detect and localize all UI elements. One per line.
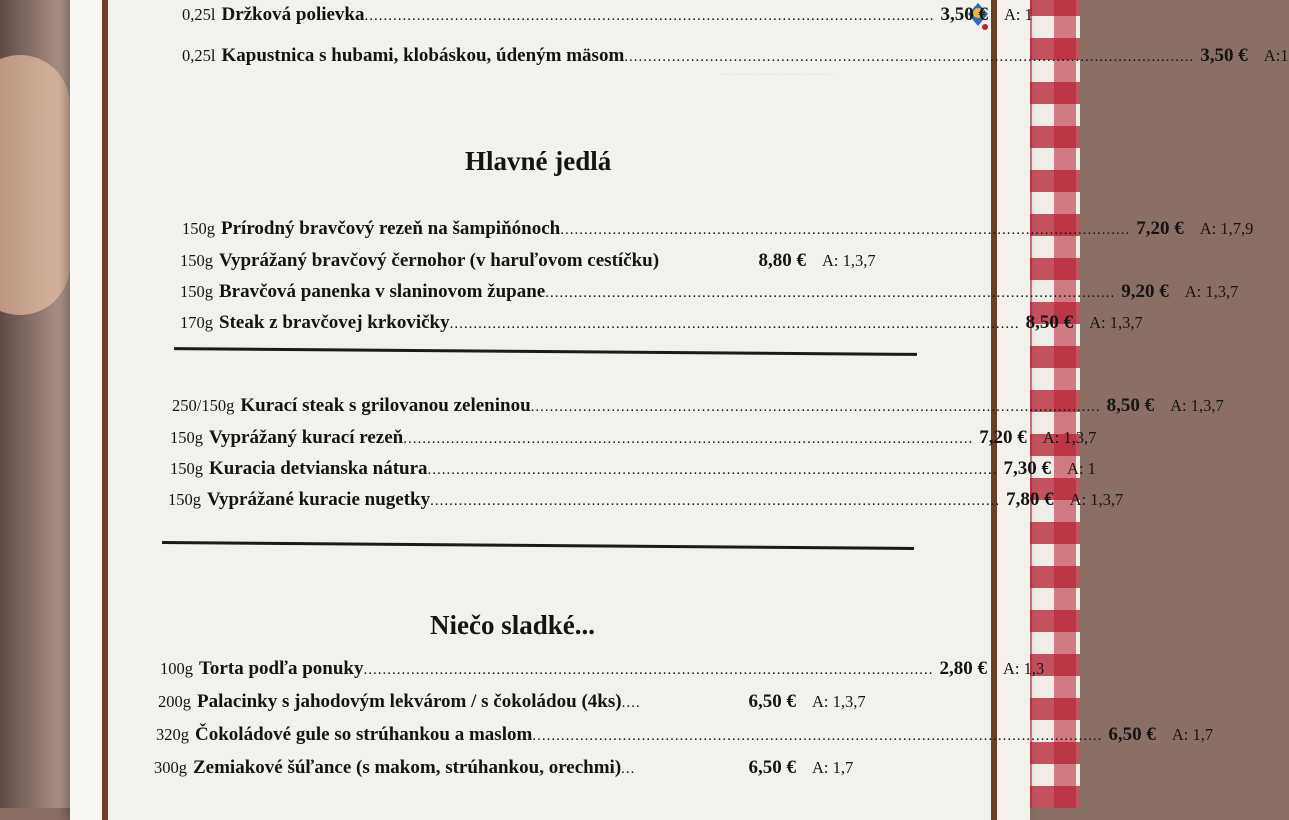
item-name: Kurací steak s grilovanou zeleninou <box>240 395 531 416</box>
item-price: 8,50 € <box>1106 395 1155 416</box>
item-price: 9,20 € <box>1121 281 1169 302</box>
item-allergens: A: 1 <box>1004 5 1033 24</box>
leader-dots: .... <box>621 695 641 711</box>
item-weight: 300g <box>154 758 187 777</box>
item-price: 6,50 € <box>748 757 796 778</box>
item-price: 6,50 € <box>748 691 796 712</box>
menu-item <box>182 4 1033 26</box>
leader-dots: ........................................................................................................................ <box>430 493 1001 509</box>
leader-dots: ........................................................................................................................ <box>403 431 974 447</box>
leader-dots: ........................................................................................................................ <box>624 49 1195 65</box>
item-allergens: A: 1,7 <box>1171 725 1214 744</box>
item-weight: 0,25l <box>182 5 216 24</box>
item-price: 7,30 € <box>1003 458 1052 479</box>
menu-item <box>182 218 1254 240</box>
item-price: 7,20 € <box>1136 218 1184 239</box>
menu-item <box>170 458 1096 480</box>
item-weight: 150g <box>170 428 203 447</box>
item-allergens: A: 1 <box>1067 459 1096 478</box>
item-allergens: A: 1,3 <box>1003 659 1045 678</box>
leader-dots: ........................................................................................................................ <box>530 399 1101 415</box>
leader-dots: ........................................................................................................................ <box>560 222 1131 238</box>
menu-item <box>180 250 900 272</box>
item-weight: 150g <box>180 251 213 270</box>
item-weight: 150g <box>180 282 213 301</box>
leader-dots: ........................................................................................................................ <box>363 662 934 678</box>
section-heading-main: Hlavné jedlá <box>465 146 612 176</box>
menu-item <box>182 45 1289 67</box>
item-allergens: A: 1,3,7 <box>812 692 866 711</box>
item-name: Držková polievka <box>221 4 365 25</box>
item-allergens: A: 1,7 <box>812 758 854 777</box>
item-price: 2,80 € <box>939 658 987 679</box>
item-allergens: A: 1,3,7 <box>1170 396 1224 415</box>
menu-item <box>160 658 1045 680</box>
item-allergens: A: 1,3,7 <box>1184 282 1239 301</box>
menu-item <box>154 757 890 779</box>
item-weight: 250/150g <box>172 396 235 415</box>
item-allergens: A: 1,7,9 <box>1199 219 1254 238</box>
item-name: Zemiakové šúľance (s makom, strúhankou, orechmi) <box>193 757 622 778</box>
item-weight: 0,25l <box>182 46 216 65</box>
item-price: 7,80 € <box>1006 489 1054 510</box>
item-name: Čokoládové gule so strúhankou a maslom <box>195 724 533 745</box>
item-price: 7,20 € <box>979 427 1027 448</box>
menu-item <box>180 281 1239 303</box>
leader-dots: ... <box>621 761 636 777</box>
leader-dots: ........................................................................................................................ <box>532 728 1103 744</box>
item-weight: 170g <box>180 313 213 332</box>
item-price: 3,50 € <box>940 4 988 25</box>
item-name: Kuracia detvianska nátura <box>209 458 428 479</box>
item-allergens: A: 1,3,7 <box>1069 490 1124 509</box>
menu-item <box>156 724 1214 746</box>
item-weight: 200g <box>158 692 191 711</box>
item-weight: 100g <box>160 659 193 678</box>
item-price: 8,50 € <box>1025 312 1074 333</box>
item-name: Bravčová panenka v slaninovom župane <box>219 281 546 302</box>
item-name: Prírodný bravčový rezeň na šampiňónoch <box>221 218 561 239</box>
item-price: 6,50 € <box>1108 724 1156 745</box>
item-name: Vyprážaný bravčový černohor (v haruľovom cestíčku) <box>219 250 660 271</box>
menu-item <box>170 427 1097 449</box>
item-allergens: A:1 <box>1263 46 1289 65</box>
leader-dots: ........................................................................................................................ <box>449 316 1020 332</box>
item-name: Steak z bravčovej krkovičky <box>219 312 450 333</box>
item-name: Kapustnica s hubami, klobáskou, údeným mäsom <box>221 45 625 66</box>
item-price: 3,50 € <box>1200 45 1248 66</box>
item-weight: 320g <box>156 725 189 744</box>
item-name: Torta podľa ponuky <box>199 658 364 679</box>
item-allergens: A: 1,3,7 <box>822 251 876 270</box>
item-price: 8,80 € <box>758 250 806 271</box>
item-name: Palacinky s jahodovým lekvárom / s čokoládou (4ks) <box>197 691 622 712</box>
menu-item <box>158 691 890 713</box>
leader-dots: ........................................................................................................................ <box>427 462 998 478</box>
item-name: Vyprážaný kurací rezeň <box>209 427 404 448</box>
section-heading-sweet: Niečo sladké... <box>430 610 595 640</box>
item-name: Vyprážané kuracie nugetky <box>207 489 431 510</box>
show-through-text: ...................................... <box>720 64 834 78</box>
thumb <box>0 55 70 315</box>
leader-dots: ........................................................................................................................ <box>364 8 935 24</box>
item-allergens: A: 1,3,7 <box>1042 428 1097 447</box>
menu-item <box>168 489 1124 511</box>
menu-item <box>172 395 1224 417</box>
item-allergens: A: 1,3,7 <box>1089 313 1143 332</box>
item-weight: 150g <box>168 490 201 509</box>
item-weight: 150g <box>182 219 215 238</box>
item-weight: 150g <box>170 459 203 478</box>
menu-item <box>180 312 1143 334</box>
leader-dots: ........................................................................................................................ <box>545 285 1116 301</box>
